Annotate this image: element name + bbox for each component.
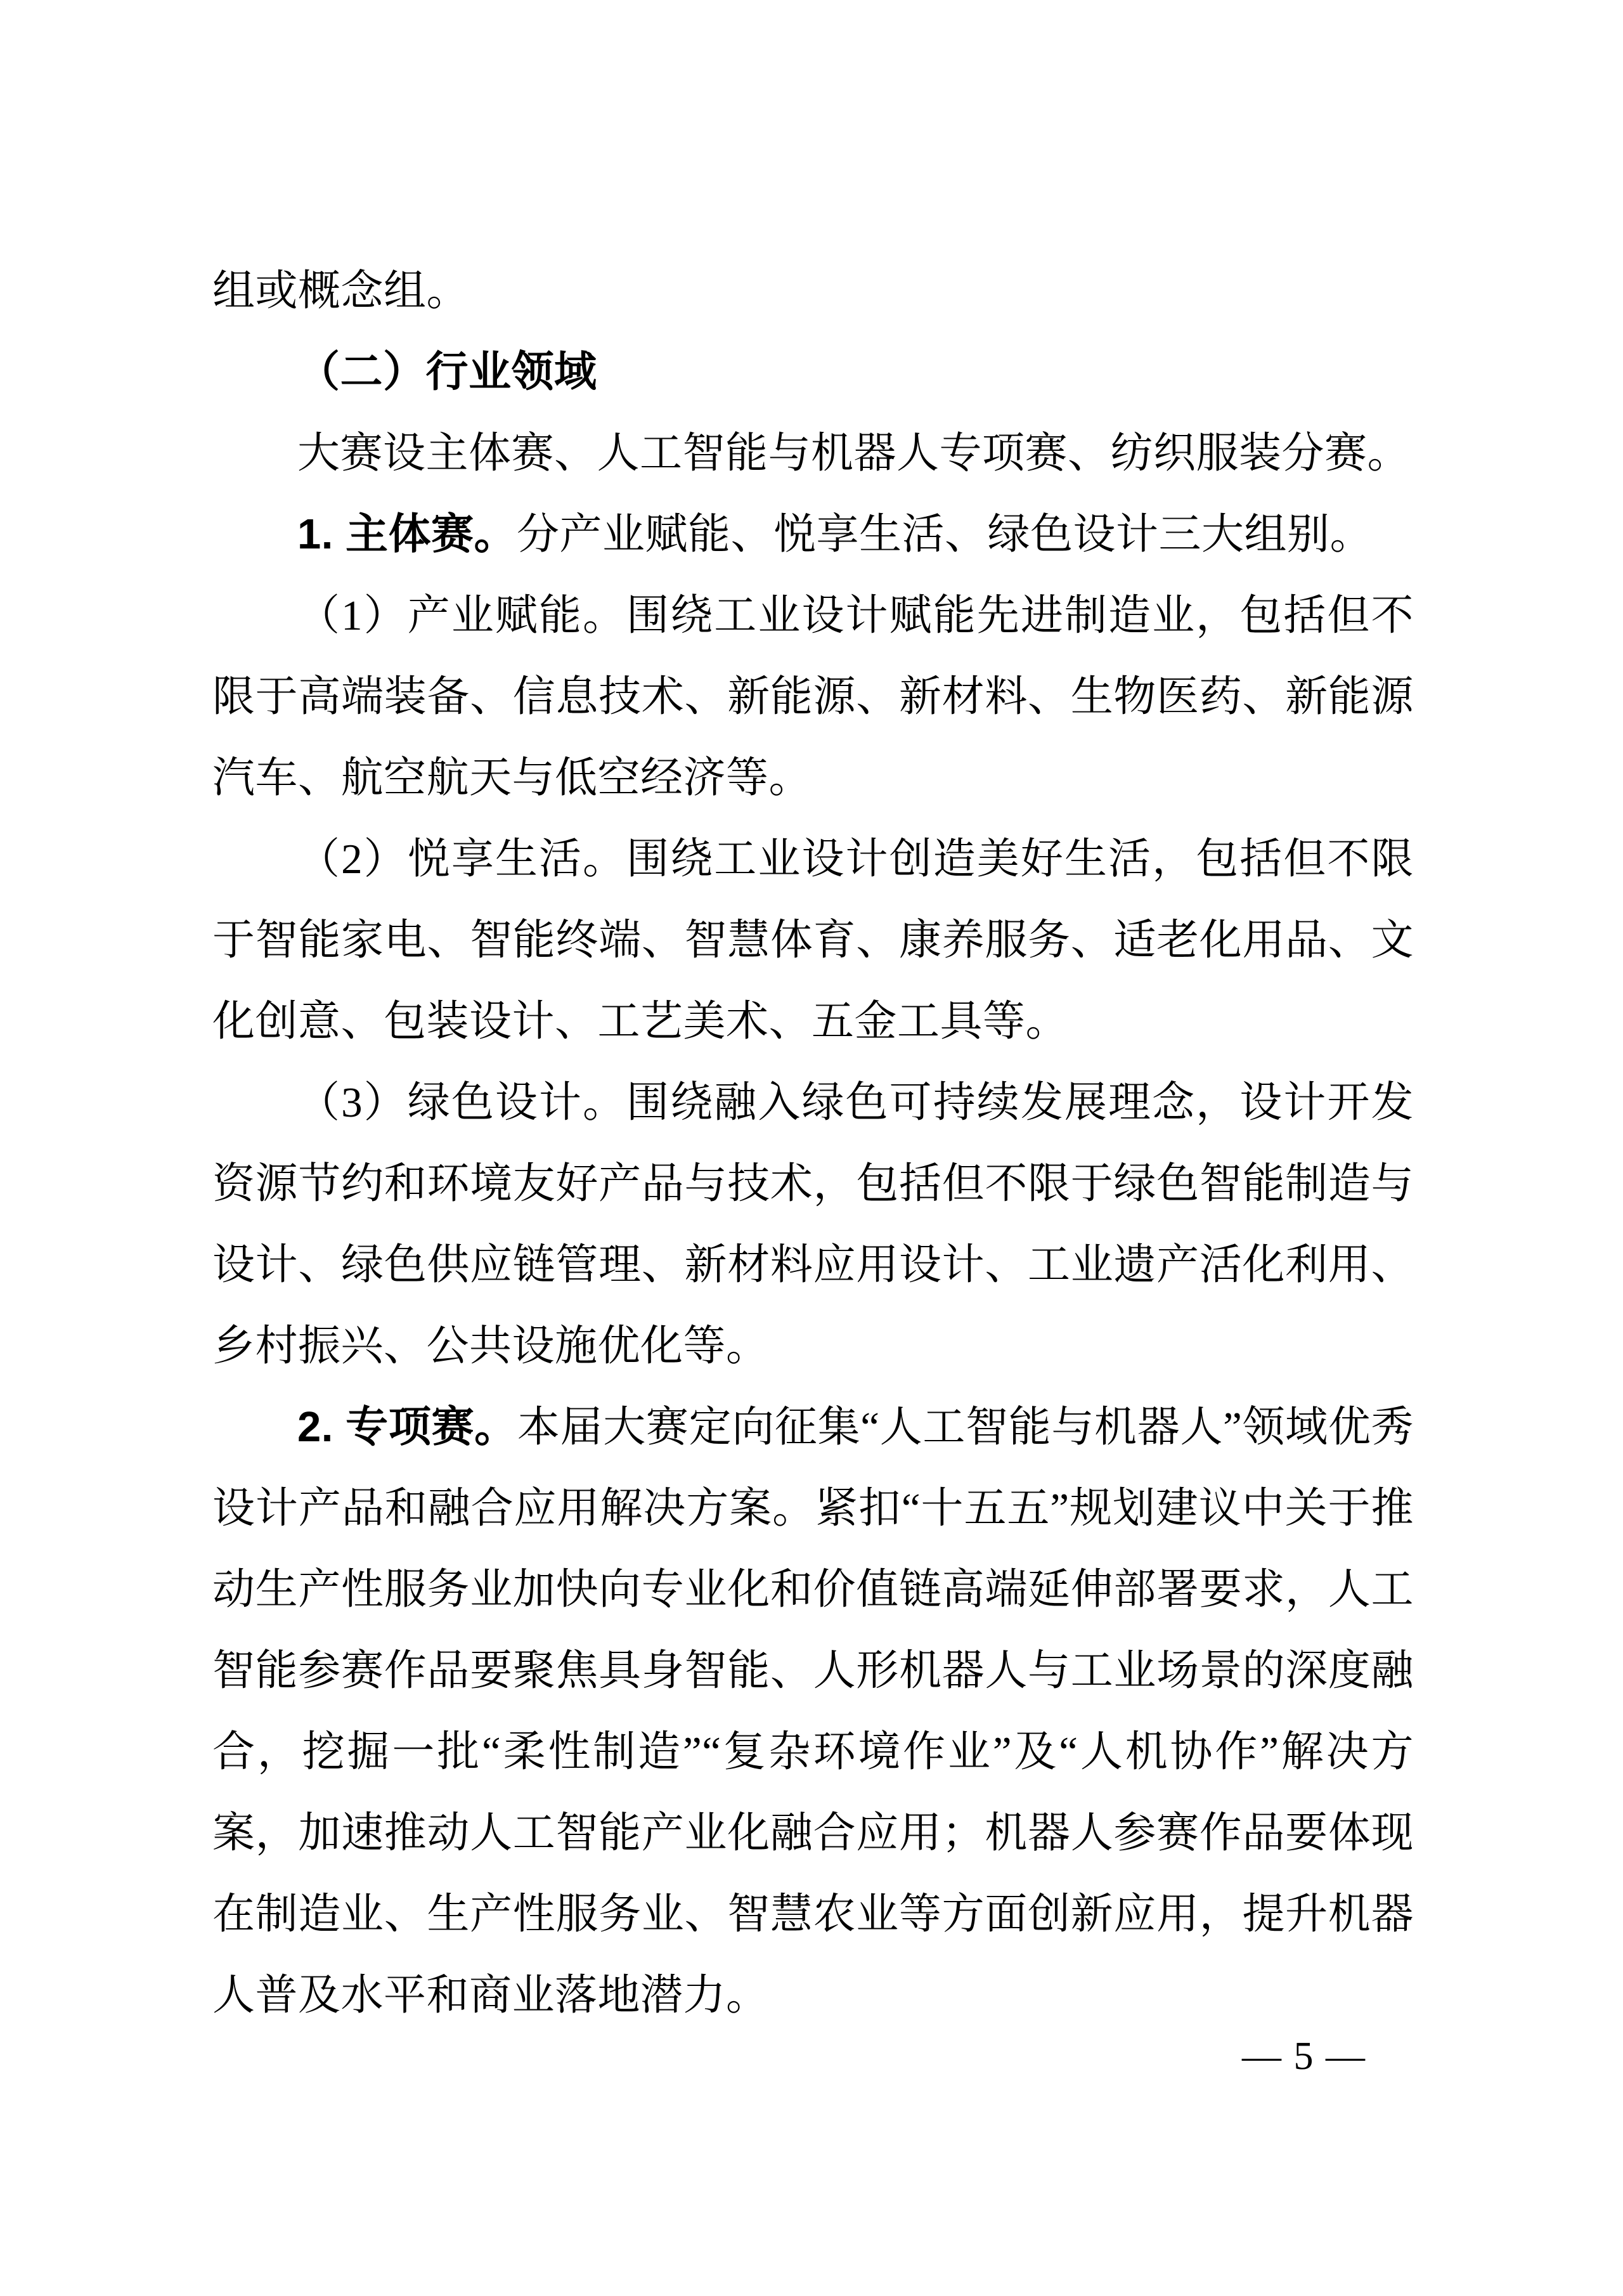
section-heading: （二）行业领域 <box>297 349 597 396</box>
special-track-text: 本届大赛定向征集“人工智能与机器人”领域优秀设计产品和融合应用解决方案。紧扣“十五五”规划建议中关于推动生产性服务业加快向专业化和价值链高端延伸部署要求，人工智能参赛作品要聚焦具身智能、人形机器人与工业场景的深度融合，挖掘一批“柔性制造”“复杂环境作业”及“人机协作”解决方案，加速推动人工智能产业化融合应用；机器人参赛作品要体现在制造业、生产性服务业、智慧农业等方面创新应用，提升机器人普及水平和商业落地潜力。 <box>212 1404 1414 2019</box>
paragraph-green-design: （3）绿色设计。围绕融入绿色可持续发展理念，设计开发资源节约和环境友好产品与技术，包括但不限于绿色智能制造与设计、绿色供应链管理、新材料应用设计、工业遗产活化利用、乡村振兴、公共设施优化等。 <box>212 1079 1414 1370</box>
paragraph-intro: 大赛设主体赛、人工智能与机器人专项赛、纺织服装分赛。 <box>297 430 1410 477</box>
paragraph-main-track <box>212 494 1414 575</box>
main-track-label: 1. 主体赛。 <box>297 510 517 558</box>
paragraph-special-track <box>212 1387 1414 2036</box>
document-body <box>212 250 1414 2036</box>
paragraph-industry-empowerment: （1）产业赋能。围绕工业设计赋能先进制造业，包括但不限于高端装备、信息技术、新能源、新材料、生物医药、新能源汽车、航空航天与低空经济等。 <box>212 592 1414 801</box>
page-number: — 5 — <box>1242 2035 1366 2078</box>
main-track-text: 分产业赋能、悦享生活、绿色设计三大组别。 <box>517 511 1373 558</box>
paragraph-enjoy-life: （2）悦享生活。围绕工业设计创造美好生活，包括但不限于智能家电、智能终端、智慧体育、康养服务、适老化用品、文化创意、包装设计、工艺美术、五金工具等。 <box>212 836 1414 1045</box>
paragraph-continuation: 组或概念组。 <box>212 268 469 315</box>
special-track-label: 2. 专项赛。 <box>297 1403 517 1451</box>
